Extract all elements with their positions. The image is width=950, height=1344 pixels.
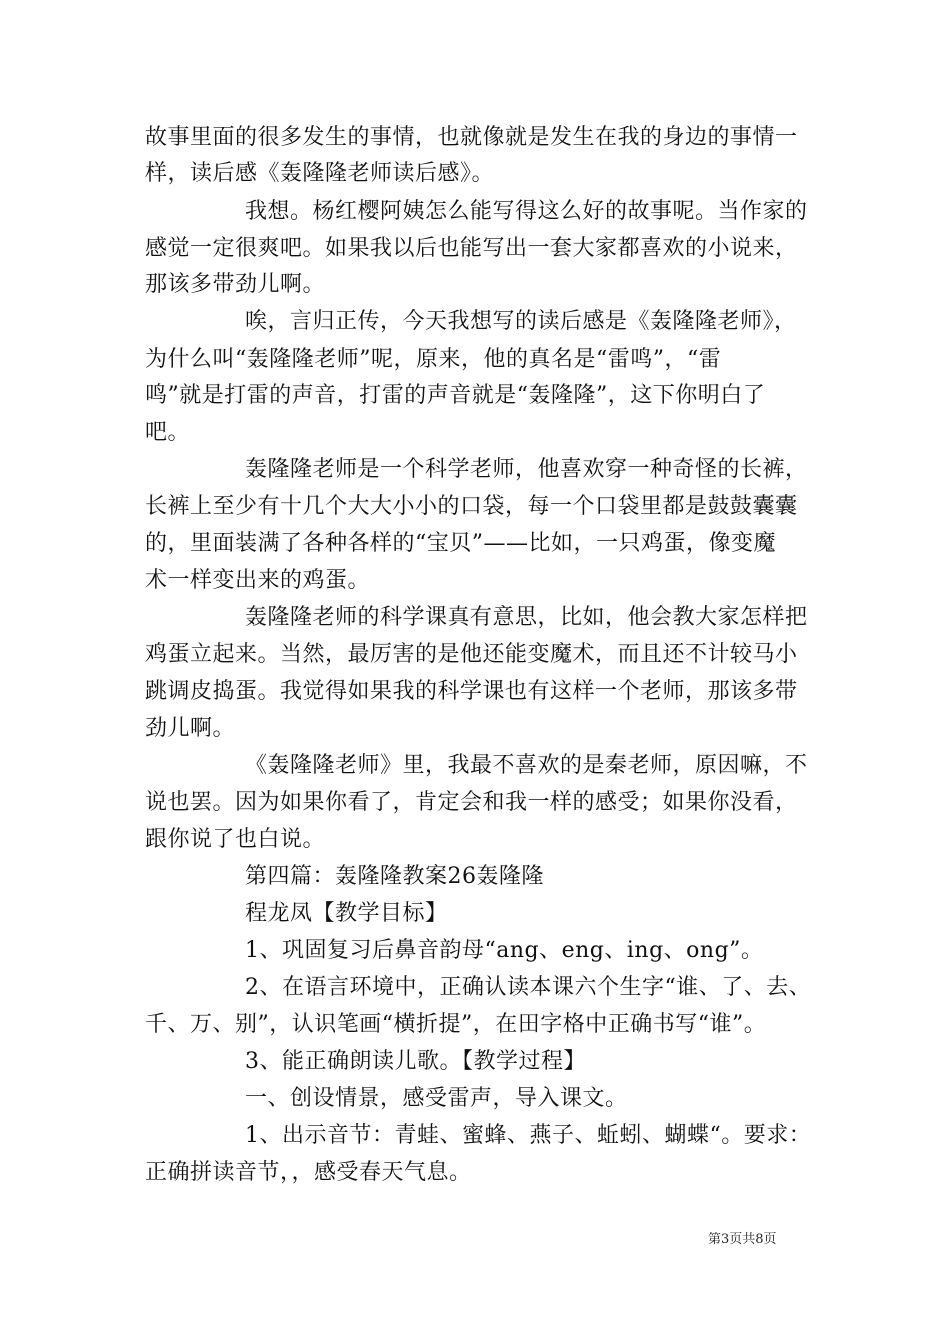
text-line: 千、万、别”，认识笔画“横折提”，在田字格中正确书写“谁”。 bbox=[145, 1012, 767, 1037]
text-line: 的，里面装满了各种各样的“宝贝”——比如，一只鸡蛋，像变魔 bbox=[145, 531, 776, 556]
text-line: 吧。 bbox=[145, 420, 191, 445]
text-line: 说也罢。因为如果你看了，肯定会和我一样的感受；如果你没看， bbox=[145, 790, 798, 815]
text-line: 鸣”就是打雷的声音，打雷的声音就是“轰隆隆”，这下你明白了 bbox=[145, 383, 766, 408]
text-line: 正确拼读音节，，感受春天气息。 bbox=[145, 1160, 472, 1185]
text-line: 2、在语言环境中，正确认读本课六个生字“谁、了、去、 bbox=[245, 975, 812, 1000]
page-number: 第3页共8页 bbox=[708, 1232, 777, 1247]
text-line: 我想。杨红樱阿姨怎么能写得这么好的故事呢。当作家的 bbox=[245, 199, 808, 224]
text-line: 唉，言归正传，今天我想写的读后感是《轰隆隆老师》， bbox=[245, 309, 797, 334]
text-line: 故事里面的很多发生的事情，也就像就是发生在我的身边的事情一 bbox=[145, 125, 798, 150]
text-line: 跳调皮捣蛋。我觉得如果我的科学课也有这样一个老师，那该多带 bbox=[145, 679, 798, 704]
text-line: 《轰隆隆老师》里，我最不喜欢的是秦老师，原因嘛，不 bbox=[245, 753, 808, 778]
text-line: 轰隆隆老师的科学课真有意思，比如，他会教大家怎样把 bbox=[245, 605, 808, 630]
text-line: 样，读后感《轰隆隆老师读后感》。 bbox=[145, 161, 495, 186]
text-line: 劲儿啊。 bbox=[145, 716, 236, 741]
text-line: 那该多带劲儿啊。 bbox=[145, 272, 326, 297]
text-line: 跟你说了也白说。 bbox=[145, 827, 326, 852]
text-line: 轰隆隆老师是一个科学老师，他喜欢穿一种奇怪的长裤， bbox=[245, 457, 808, 482]
text-line: 一、创设情景，感受雷声，导入课文。 bbox=[245, 1086, 628, 1111]
text-line: 感觉一定很爽吧。如果我以后也能写出一套大家都喜欢的小说来， bbox=[145, 236, 798, 261]
section-heading: 第四篇：轰隆隆教案26轰隆隆 bbox=[245, 864, 544, 889]
text-line: 鸡蛋立起来。当然，最厉害的是他还能变魔术，而且还不计较马小 bbox=[145, 642, 798, 667]
text-line: 程龙凤【教学目标】 bbox=[245, 901, 448, 926]
text-line: 为什么叫“轰隆隆老师”呢，原来，他的真名是“雷鸣”，“雷 bbox=[145, 347, 722, 372]
text-line: 长裤上至少有十几个大大小小的口袋，每一个口袋里都是鼓鼓囊囊 bbox=[145, 494, 798, 519]
text-line: 3、能正确朗读儿歌。【教学过程】 bbox=[245, 1049, 586, 1074]
text-line: 1、巩固复习后鼻音韵母“ang、eng、ing、ong”。 bbox=[245, 938, 764, 963]
text-line: 术一样变出来的鸡蛋。 bbox=[145, 568, 371, 593]
text-line: 1、出示音节：青蛙、蜜蜂、燕子、蚯蚓、蝴蝶“。要求： bbox=[245, 1123, 812, 1148]
